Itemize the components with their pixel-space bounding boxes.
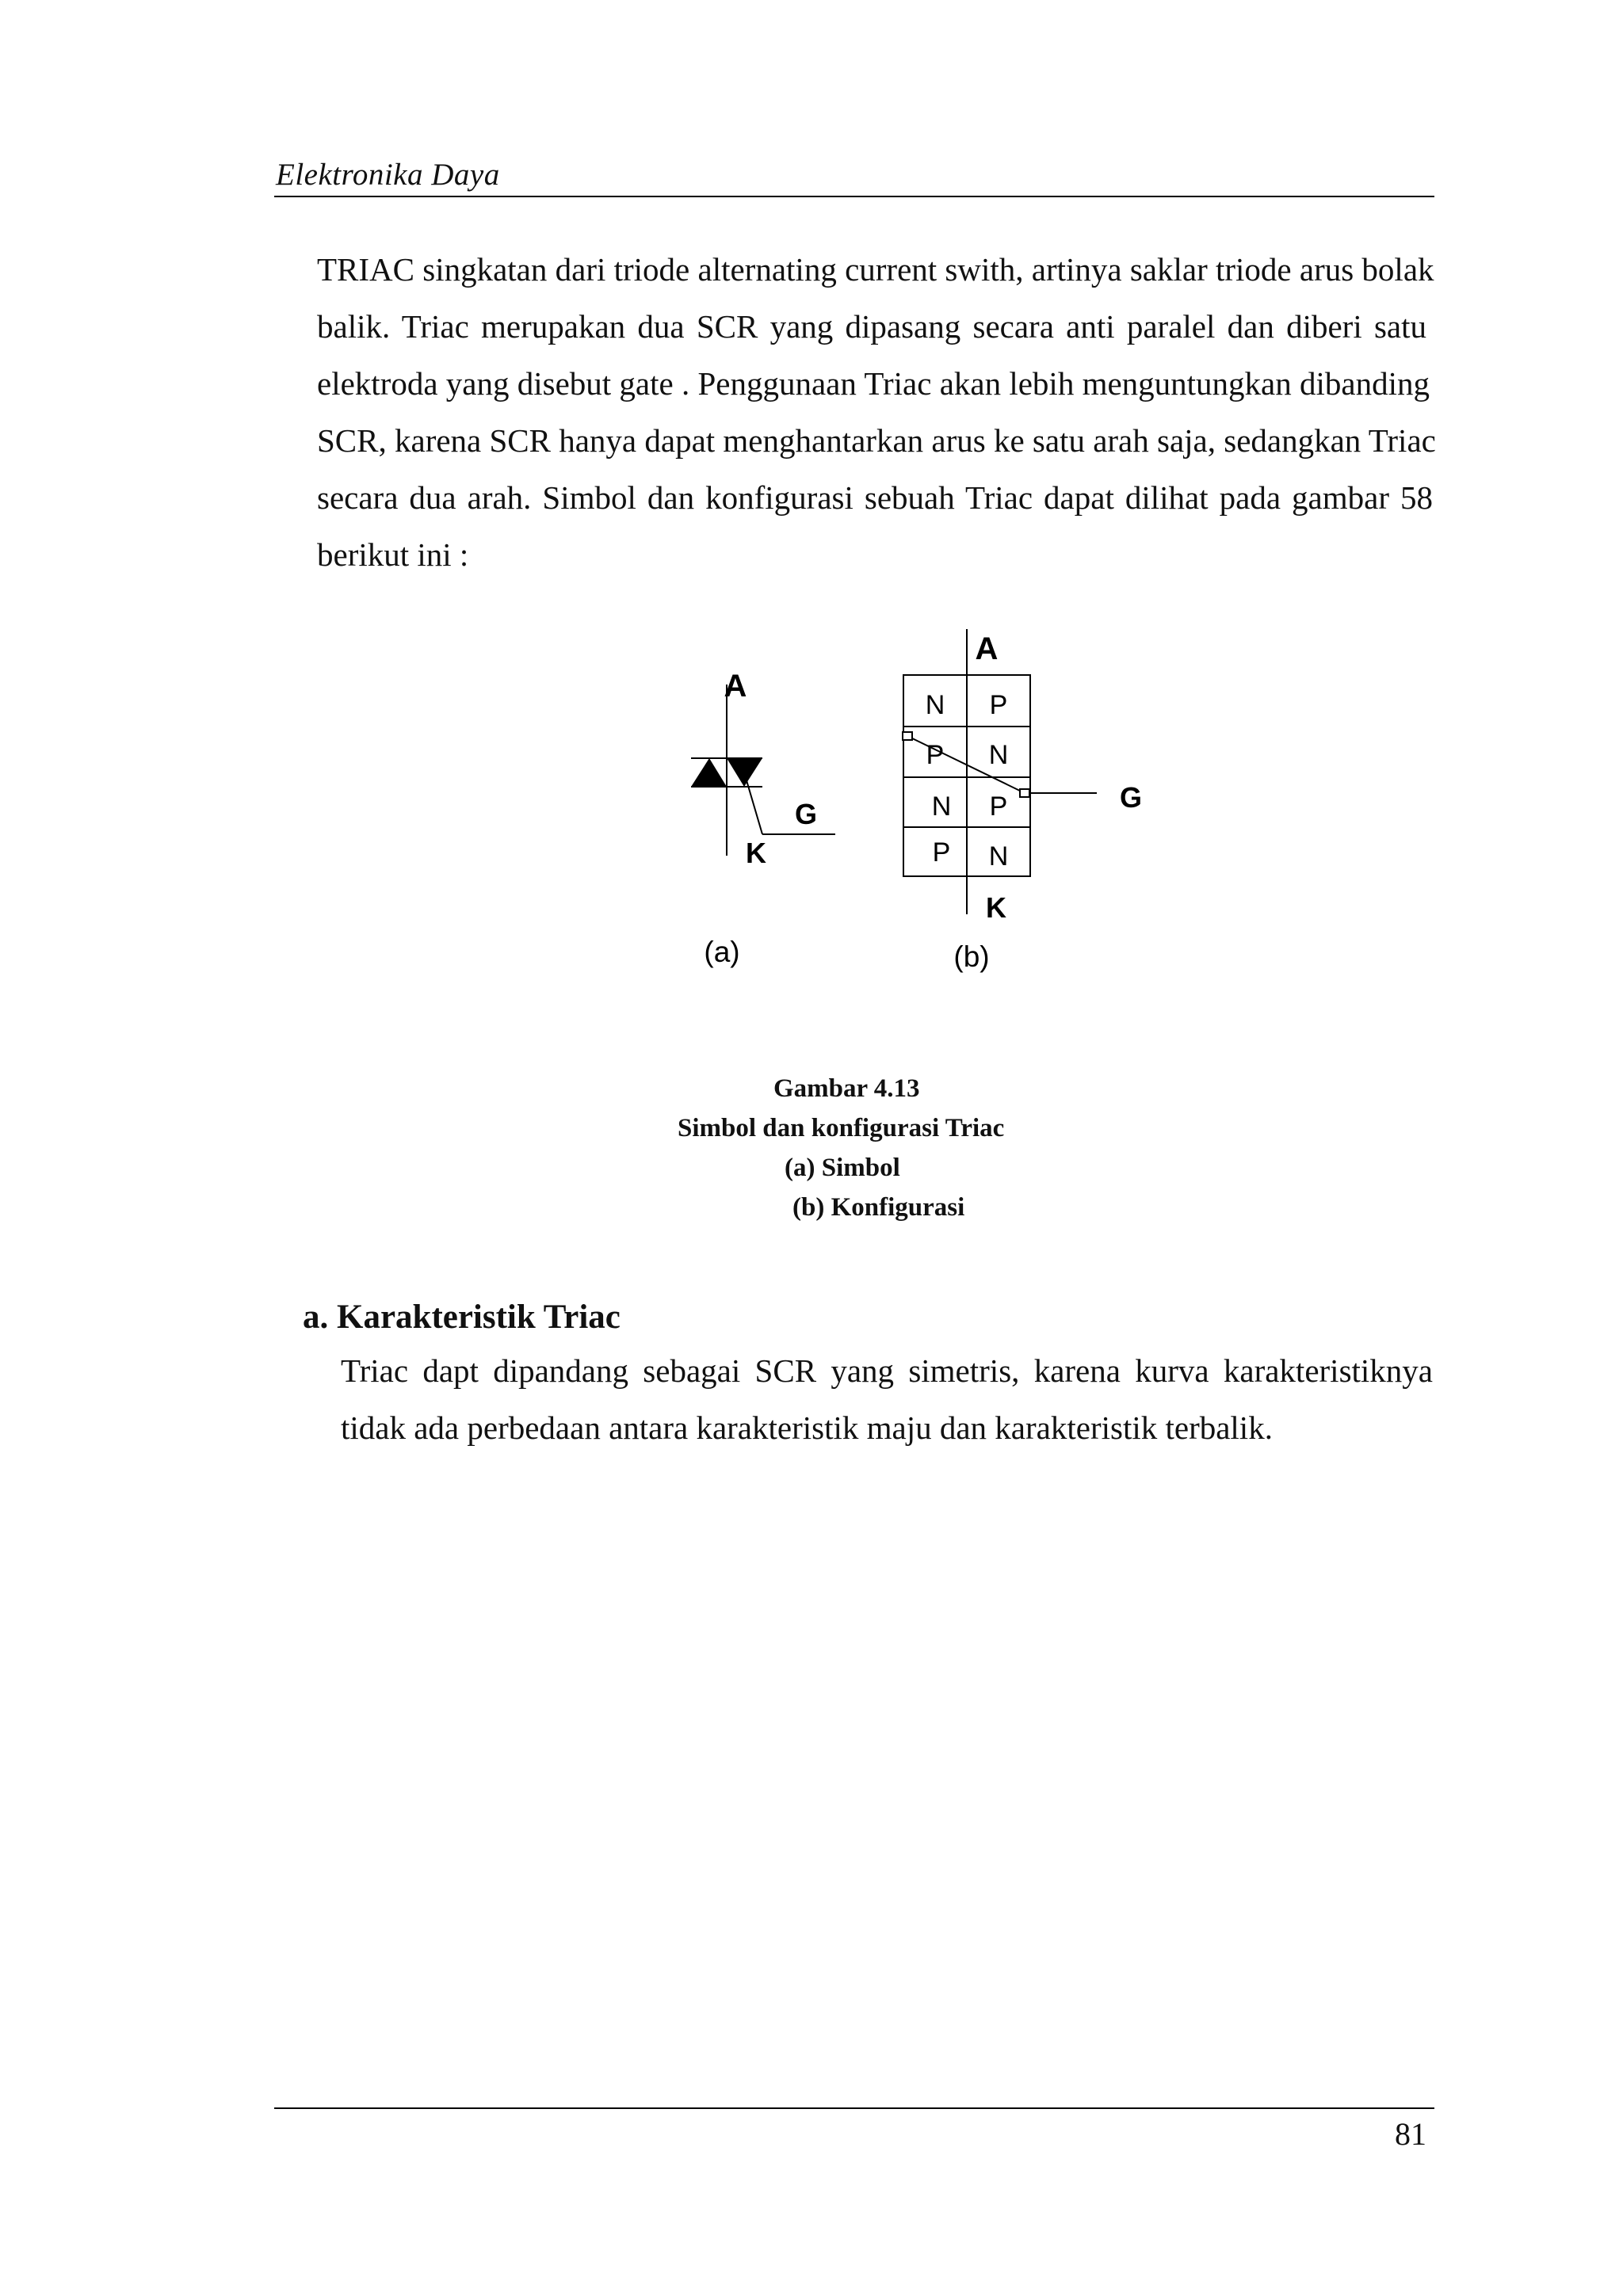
intro-line-5: secara dua arah. Simbol dan konfigurasi sebuah Triac dapat dilihat pada gambar 58	[317, 479, 1433, 516]
caption-part-a: (a) Simbol	[785, 1154, 900, 1182]
layer-left-1: N	[925, 690, 945, 720]
intro-line-3: elektroda yang disebut gate . Penggunaan Triac akan lebih menguntungkan dibanding	[317, 365, 1430, 402]
caption-title: Simbol dan konfigurasi Triac	[678, 1114, 1005, 1142]
config-gate-contact-left	[903, 732, 912, 740]
symbol-anode-label: A	[724, 669, 747, 704]
intro-line-1: TRIAC singkatan dari triode alternating current swith, artinya saklar triode arus bolak	[317, 251, 1434, 288]
layer-left-3: N	[931, 791, 952, 822]
layer-right-2: N	[988, 740, 1009, 770]
config-caption-label: (b)	[953, 940, 990, 973]
layer-right-1: P	[989, 690, 1008, 720]
layer-right-4: N	[988, 841, 1009, 871]
triac-figure	[674, 618, 1228, 990]
section-heading: a. Karakteristik Triac	[303, 1299, 621, 1336]
section-paragraph	[341, 1352, 1433, 1470]
intro-line-4: SCR, karena SCR hanya dapat menghantarkan arus ke satu arah saja, sedangkan Triac	[317, 422, 1436, 459]
config-anode-label: A	[975, 631, 999, 666]
layer-left-4: P	[932, 837, 951, 868]
symbol-triangle-up	[691, 758, 727, 787]
triac-configuration	[903, 629, 1142, 973]
intro-paragraph	[317, 250, 1436, 591]
header-rule	[274, 196, 1434, 197]
triac-symbol	[691, 669, 835, 968]
symbol-triangle-down	[727, 758, 762, 787]
config-gate-label: G	[1119, 781, 1143, 814]
footer-rule	[274, 2107, 1434, 2109]
symbol-caption-label: (a)	[704, 936, 740, 968]
config-gate-contact-right	[1020, 789, 1029, 797]
layer-right-3: P	[989, 791, 1008, 822]
intro-line-6: berikut ini :	[317, 536, 469, 573]
page-number: 81	[1395, 2116, 1426, 2152]
caption-part-b: (b) Konfigurasi	[792, 1193, 965, 1222]
symbol-cathode-label: K	[746, 837, 766, 869]
layer-left-2: P	[926, 740, 945, 770]
symbol-gate-label: G	[794, 798, 818, 830]
section-line-1: Triac dapt dipandang sebagai SCR yang simetris, karena kurva karakteristiknya	[341, 1352, 1433, 1389]
symbol-gate-lead	[747, 780, 762, 834]
caption-figure-number: Gambar 4.13	[773, 1074, 920, 1103]
section-line-2: tidak ada perbedaan antara karakteristik maju dan karakteristik terbalik.	[341, 1409, 1273, 1446]
running-header: Elektronika Daya	[276, 158, 500, 192]
intro-line-2: balik. Triac merupakan dua SCR yang dipasang secara anti paralel dan diberi satu	[317, 308, 1426, 345]
config-cathode-label: K	[986, 891, 1006, 924]
